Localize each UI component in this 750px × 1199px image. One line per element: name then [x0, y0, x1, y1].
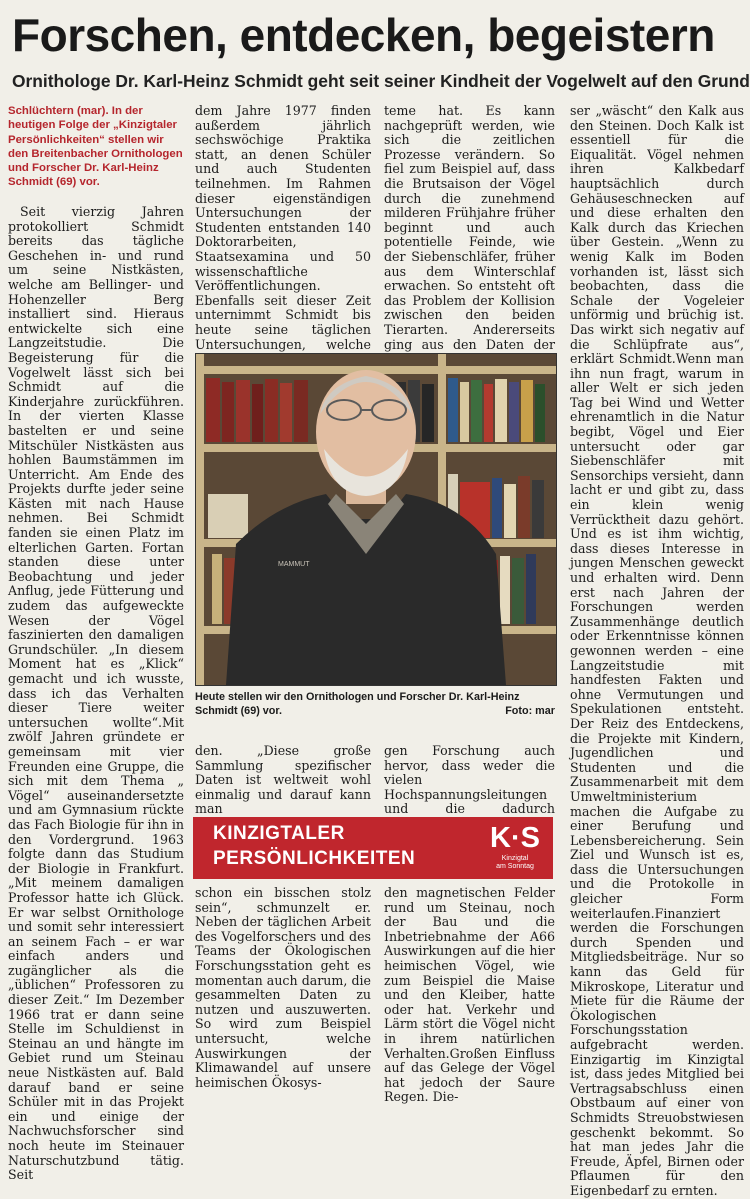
photo-caption — [195, 690, 555, 718]
column-3-mid-text: gen Forschung auch hervor, dass weder die vielen Hochspannungsleitungen und die dadurch — [384, 743, 555, 817]
jacket-brand: MAMMUT — [278, 561, 310, 568]
subheadline: Ornithologe Dr. Karl-Heinz Schmidt geht seit seiner Kindheit der Vogelwelt auf den Grund — [12, 71, 750, 91]
column-3-mid — [384, 743, 555, 817]
ks-logo — [485, 821, 545, 875]
column-2-bottom-text: schon ein bisschen stolz sein“, schmunzelt er. Neben der täglichen Arbeit des Vogelforschers und des Teams der Ökologischen Forschungsstation geht es momentan auch darum, die gesammelten Daten zu nutzen und auszuwerten. So wird zum Beispiel untersucht, welche Auswirkungen der Klimawandel auf unsere heimischen Ökosys- — [195, 885, 371, 1090]
photo-credit: Foto: mar — [505, 705, 555, 717]
column-3-bottom — [384, 885, 555, 1105]
column-3-top — [384, 103, 555, 352]
column-4-text: ser „wäscht“ den Kalk aus den Steinen. Doch Kalk ist essentiell für die Eiqualität. Vögel nehmen ihren Kalkbedarf hauptsächlich durch Gehäuseschnecken auf und diese erhalten den Kalk durch das Kriechen über Gestein. „Wenn zu wenig Kalk im Boden vorhanden ist, lässt sich beobachten, dass die Schale der Vogeleier unförmig und brüchig ist. Das wirkt sich negativ auf die Schlüpfrate aus“, erklärt Schmidt.Wenn man ihn nun fragt, warum in aller Welt er sich jeden Tag bei Wind und Wetter ehrenamtlich in die Natur begibt, Vögel und Eier untersucht oder gar Siebenschläfer mit Sensorchips versieht, dann lacht er und gibt zu, dass ein klein wenig Verrücktheit dazu gehört. Und es ist ihm wichtig, dass dieses Interesse in jungen Menschen geweckt und erhalten wird. Denn erst nach Jahren der Forschungen werden Zusammenhänge deutlich oder Erkenntnisse können gewonnen werden – eine Langzeitstudie mit handfesten Fakten und ohne Vermutungen und Spekulationen entsteht. Der Reiz des Entdeckens, die Projekte mit Kindern, Jugendlichen und Studenten und die Zusammenarbeit mit dem Umweltministerium machen die Aufgabe zu einer Berufung und Lebensbereicherung. Sein Ziel und Wunsch ist es, dass die Untersuchungen und die Protokolle in gleicher Form weiterlaufen.Finanziert werden die Forschungen durch Spenden und Mitgliedsbeiträge. Nur so kann das Geld für Mikroskope, Literatur und Miete für die Räume der Ökologischen Forschungsstation aufgebracht werden. Einzigartig im Kinzigtal ist, dass jedes Mitglied bei Vertragsabschluss einen Obstbaum auf einer von Schmidts Streuobstwiesen geschenkt bekommt. So hat man jedes Jahr die Freude, Äpfel, Birnen oder Pflaumen für den Eigenbedarf zu ernten. — [570, 103, 744, 1198]
ks-logo-subtitle — [485, 855, 545, 871]
banner-line-2: PERSÖNLICHKEITEN — [213, 848, 416, 869]
column-2-bottom — [195, 885, 371, 1090]
column-3-top-text: teme hat. Es kann nachgeprüft werden, wie sich die zeitlichen Prozesse verändern. So fiel zum Beispiel auf, dass die Brutsaison der Vögel durch die zunehmend milderen Frühjahre früher beginnt und auch potentielle Feinde, wie der Siebenschläfer, früher aus dem Winterschlaf erwachen. So entsteht oft das Problem der Kollision zwischen den beiden Tierarten. Andererseits ging aus den Daten der — [384, 103, 555, 352]
column-2-top — [195, 103, 371, 352]
column-2-top-text: dem Jahre 1977 finden außerdem jährlich sechswöchige Praktika statt, an denen Schüler und auch Studenten teilnehmen. Im Rahmen dieser eigenständigen Untersuchungen der Studenten entstanden 140 Doktorarbeiten, Staatsexamina und 50 wissenschaftliche Veröffentlichungen. Ebenfalls seit dieser Zeit unternimmt Schmidt bis heute seine täglichen Untersuchungen, welche — [195, 103, 371, 352]
intro-text: Schlüchtern (mar). In der heutigen Folge der „Kinzigtaler Persönlichkeiten“ stellen wir den Breitenbacher Ornithologen und Forscher Dr. Karl-Heinz Schmidt (69) vor. — [8, 105, 183, 189]
series-banner — [193, 817, 553, 879]
column-2-mid-text: den. „Diese große Sammlung spezifischer Daten ist weltweit wohl einmalig und darauf kann man — [195, 743, 371, 817]
caption-text: Heute stellen wir den Ornithologen und Forscher Dr. Karl-Heinz Schmidt (69) vor. — [195, 691, 520, 717]
column-4 — [570, 103, 744, 1198]
ks-logo-letters: K·S — [490, 822, 540, 854]
headline: Forschen, entdecken, begeistern — [12, 9, 715, 61]
column-2-mid — [195, 743, 371, 817]
ks-logo-sub-1: Kinzigtal — [501, 855, 529, 862]
column-3-bottom-text: den magnetischen Felder rund um Steinau, noch der Bau und die Inbetriebnahme der A66 Auswirkungen auf die hier heimischen Vögel, wie zum Beispiel die Maise und den Kleiber, hatte oder hat. Verkehr und Lärm stört die Vögel nicht in ihrem natürlichen Verhalten.Großen Einfluss auf das Gelege der Vögel hat jedoch der Saure Regen. Die- — [384, 885, 555, 1105]
column-1 — [8, 204, 184, 1183]
ks-logo-sub-2: am Sonntag — [496, 863, 534, 870]
banner-line-1: KINZIGTALER — [213, 823, 345, 844]
column-1-text: Seit vierzig Jahren protokolliert Schmidt bereits das tägliche Geschehen in- und rund um seine Nistkästen, welche am Bellinger- und Hohenzeller Berg installiert sind. Hieraus entwickelte sich eine Langzeitstudie. Die Begeisterung für die Vogelwelt lässt sich bei Schmidt auf die Kinderjahre zurückführen. In der vierten Klasse bastelten er und seine Mitschüler Nistkästen aus hohlen Baumstämmen im Unterricht. Am Ende des Projekts durfte jeder seine Kästen mit nach Hause nehmen. Bei Schmidt fanden sie einen Platz im elterlichen Garten. Fortan standen diese unter Beobachtung und jeder Anflug, jede Fütterung und zudem das aufgeweckte Wesen der Vögel faszinierten den damaligen Grundschüler. „In diesem Moment hat es „Klick“ gemacht und ich wusste, dass ich das Verhalten dieser Tiere weiter untersuchen wollte“.Mit zwölf Jahren gründete er gemeinsam mit vier Freunden eine Gruppe, die sich mit dem Thema „ Vögel“ auseinandersetzte und am Gymnasium rückte das Fach Biologie für ihn in den Vordergrund. 1963 folgte dann das Studium der Biologie in Frankfurt. „Mit meinem damaligen Professor hatte ich Glück. Er war selbst Ornithologe und somit sehr interessiert an seinem Fach – er war einfach anders und zugänglicher als die „üblichen“ Professoren zu dieser Zeit.“ Im Dezember 1966 trat er dann seine Stelle im Schuldienst in Steinau an und hängte im Gebiet rund um Steinau neue Nistkästen auf. Bald darauf band er seine Schüler mit in das Projekt ein und einige der Nachwuchsforscher sind noch heute im Steinauer Naturschutzbund tätig. Seit — [8, 204, 184, 1183]
portrait-photo — [195, 353, 557, 686]
